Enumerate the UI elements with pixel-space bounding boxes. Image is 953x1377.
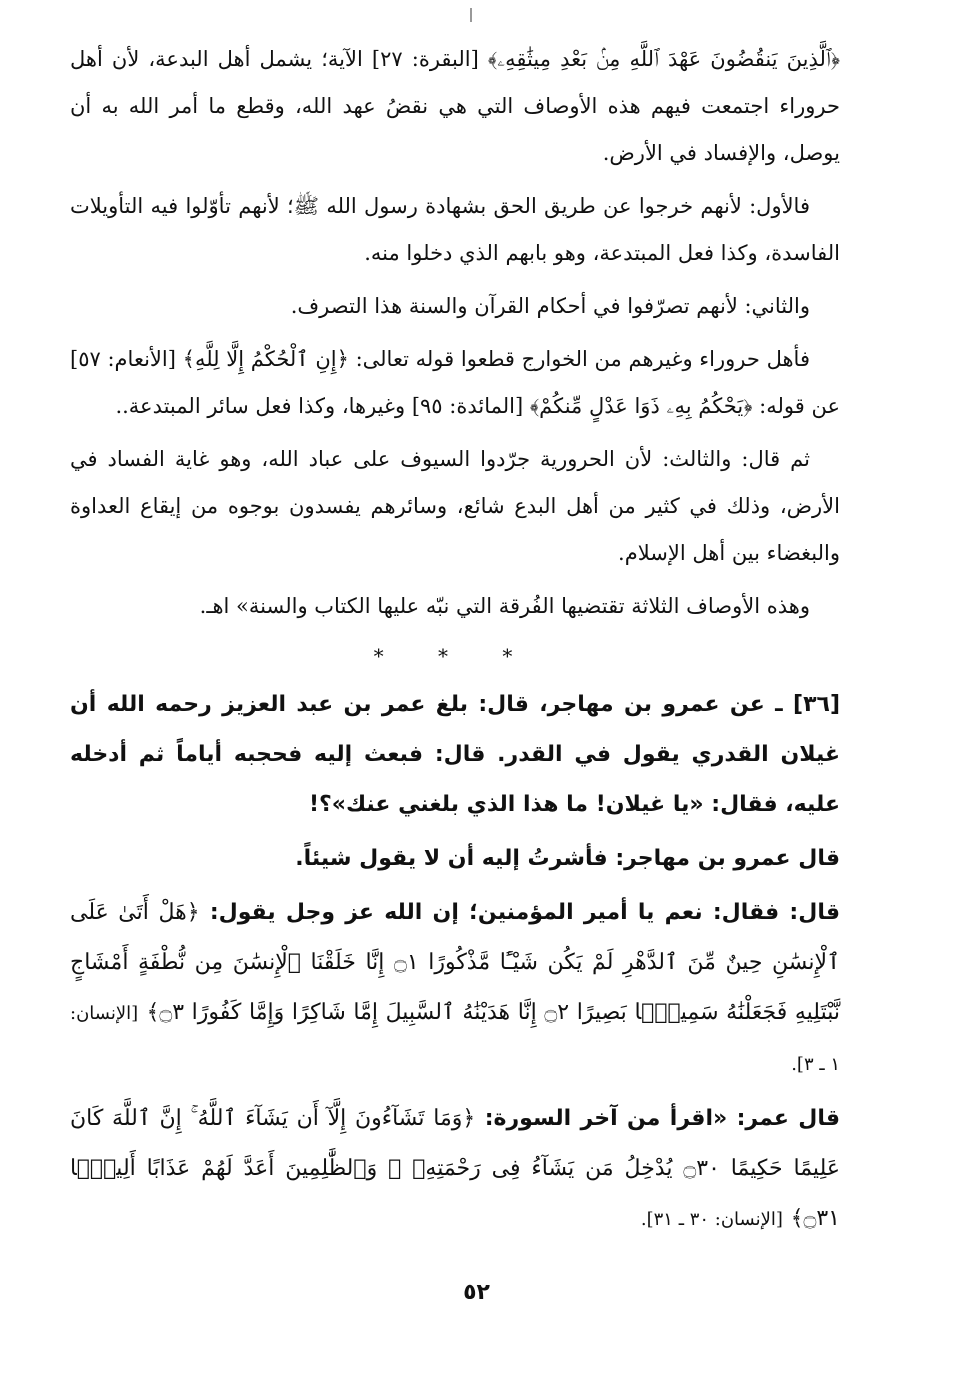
umar-speech: قال عمر: «اقرأ من آخر السورة: <box>484 1106 840 1131</box>
ghaylan-speech: قال: فقال: نعم يا أمير المؤمنين؛ إن الله عز وجل يقول: <box>209 900 840 925</box>
section-separator: * * * <box>373 644 537 668</box>
top-mark <box>470 8 472 22</box>
paragraph-first: فالأول: لأنهم خرجوا عن طريق الحق بشهادة رسول الله ﷺ؛ لأنهم تأوّلوا فيه التأويلات الفاسدة، وكذا فعل المبتدعة، وهو بابهم الذي دخلوا منه. <box>70 194 840 265</box>
quran-verse-insan-30-31: ﴿وَمَا تَشَآءُونَ إِلَّآ أَن يَشَآءَ ٱللَّهُ ۚ إِنَّ ٱللَّهَ كَانَ عَلِيمًا حَكِيمًا ۝٣٠ يُدْخِلُ مَن يَشَآءُ فِى رَحْمَتِهِۦ ۚ وَٱلظَّٰلِمِينَ أَعَدَّ لَهُمْ عَذَابًا أَلِيمًۢا ۝٣١﴾ <box>70 1106 840 1231</box>
verse-reference-insan-1-3: [الإنسان: ١ ـ ٣]. <box>70 1003 840 1075</box>
hadith-line-ghaylan <box>70 888 840 1090</box>
verse-reference-insan-30-31: [الإنسان: ٣٠ ـ ٣١]. <box>640 1209 783 1230</box>
page-number: ٥٢ <box>463 1280 490 1305</box>
hadith-line-umar <box>70 1094 840 1245</box>
page-content <box>70 36 840 1249</box>
quran-verse-insan-1-3: ﴿هَلْ أَتَىٰ عَلَى ٱلْإِنسَٰنِ حِينٌ مِّنَ ٱلدَّهْرِ لَمْ يَكُن شَيْـًٔا مَّذْكُورًا ۝١ إِنَّا خَلَقْنَا ٱلْإِنسَٰنَ مِن نُّطْفَةٍ أَمْشَاجٍ نَّبْتَلِيهِ فَجَعَلْنَٰهُ سَمِيعًۢا بَصِيرًا ۝٢ إِنَّا هَدَيْنَٰهُ ٱلسَّبِيلَ إِمَّا شَاكِرًا وَإِمَّا كَفُورًا ۝٣﴾ <box>70 900 840 1025</box>
paragraph-conclusion: وهذه الأوصاف الثلاثة تقتضيها الفُرقة التي نبّه عليها الكتاب والسنة» اهـ. <box>199 594 810 618</box>
paragraph-baqarah: ﴿ٱلَّذِينَ يَنقُضُونَ عَهْدَ ٱللَّهِ مِنۢ بَعْدِ مِيثَٰقِهِۦ﴾ [البقرة: ٢٧] الآية؛ يشمل أهل البدعة، لأن أهل حروراء اجتمعت فيهم هذه الأوصاف التي هي نقضُ عهد الله، وقطع ما أمر الله به أن يوصل، والإفساد في الأرض. <box>70 47 841 165</box>
hadith-opening: [٣٦] ـ عن عمرو بن مهاجر، قال: بلغ عمر بن عبد العزيز رحمه الله أن غيلان القدري يقول في القدر. قال: فبعث إليه فحجبه أياماً ثم أدخله عليه، فقال: «يا غيلان! ما هذا الذي بلغني عنك»؟! <box>70 692 840 817</box>
paragraph-third: ثم قال: والثالث: لأن الحرورية جرّدوا السيوف على عباد الله، وهو غاية الفساد في الأرض، وذلك في كثير من أهل البدع شائع، وسائرهم يفسدون بوجوه من إيقاع العداوة والبغضاء بين أهل الإسلام. <box>70 447 840 565</box>
paragraph-second: والثاني: لأنهم تصرّفوا في أحكام القرآن والسنة هذا التصرف. <box>290 294 810 318</box>
hadith-line-amr: قال عمرو بن مهاجر: فأشرتُ إليه أن لا يقول شيئاً. <box>295 846 840 871</box>
paragraph-haruriyya: فأهل حروراء وغيرهم من الخوارج قطعوا قوله تعالى: ﴿إِنِ ٱلْحُكْمُ إِلَّا لِلَّهِ﴾ [الأنعام: ٥٧] عن قوله: ﴿يَحْكُمُ بِهِۦ ذَوَا عَدْلٍ مِّنكُمْ﴾ [المائدة: ٩٥] وغيرها، وكذا فعل سائر المبتدعة.. <box>70 347 840 418</box>
